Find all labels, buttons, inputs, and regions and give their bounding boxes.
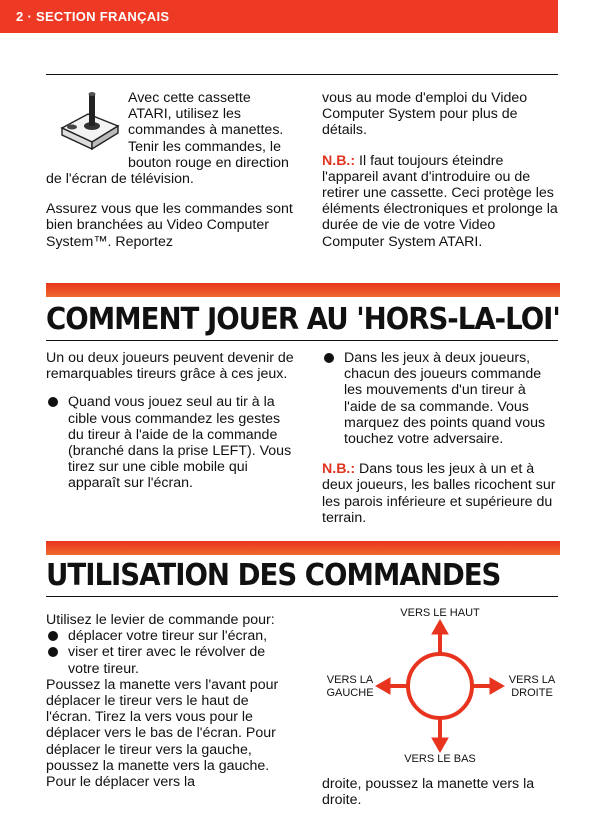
diagram-label-down: VERS LE BAS xyxy=(404,753,476,765)
section1-bar xyxy=(46,283,560,297)
section1-left-column xyxy=(46,350,294,492)
intro-left-paragraph-2: Assurez vous que les commandes sont bien branchées au Video Computer System™. Reportez xyxy=(46,201,293,250)
section2-left-intro: Utilisez le levier de commande pour: xyxy=(46,612,275,628)
intro-right-column xyxy=(322,90,560,250)
bullet-dot xyxy=(48,631,58,641)
page-header xyxy=(0,0,558,33)
diagram-label-left: VERS LA GAUCHE xyxy=(326,674,374,699)
page-header-label: 2 · SECTION FRANÇAIS xyxy=(16,9,170,24)
section2-bar xyxy=(46,541,560,555)
nb-label: N.B.: xyxy=(322,461,356,478)
section1-title: COMMENT JOUER AU 'HORS-LA-LOI' xyxy=(46,302,560,337)
bullet-dot xyxy=(48,397,58,407)
section2-bullet-2: viser et tirer avec le révolver de votre tireur. xyxy=(46,644,294,676)
section2-title: UTILISATION DES COMMANDES xyxy=(46,558,501,593)
section1-left-paragraph: Un ou deux joueurs peuvent devenir de remarquables tireurs grâce à ces jeux. xyxy=(46,350,294,383)
section1-right-column xyxy=(322,350,560,526)
nb-label: N.B.: xyxy=(322,152,356,169)
section2-bullet-1: déplacer votre tireur sur l'écran, xyxy=(46,628,294,644)
bullet-dot xyxy=(48,647,58,657)
bullet-dot xyxy=(324,353,334,363)
top-rule xyxy=(46,74,558,75)
section2-right-paragraph: droite, poussez la manette vers la droite. xyxy=(322,776,535,809)
intro-right-paragraph-1: vous au mode d'emploi du Video Computer System pour plus de détails. xyxy=(322,90,528,139)
section2-left-paragraph: Poussez la manette vers l'avant pour déplacer le tireur vers le haut de l'écran. Tirez la vers vous pour le déplacer vers le bas de l'écran. Pour déplacer le tireur vers la gauche, poussez la manette vers la gauche. Pour le déplacer vers la xyxy=(46,676,279,791)
diagram-label-right: VERS LA DROITE xyxy=(508,674,556,699)
intro-left-column xyxy=(46,90,296,250)
intro-right-note: N.B.: Il faut toujours éteindre l'appareil avant d'introduire ou de retirer une cassette. Ceci protège les éléments électroniques et prolonge la durée de vie de votre Video Computer System ATARI. xyxy=(322,152,558,250)
diagram-label-up: VERS LE HAUT xyxy=(400,607,480,619)
direction-diagram xyxy=(322,600,560,770)
section2-left-column xyxy=(46,612,294,790)
section1-left-bullet: Quand vous jouez seul au tir à la cible vous commandez les gestes du tireur à l'aide de la commande (branché dans la prise LEFT). Vous tirez sur une cible mobile qui apparaît sur l'écran. xyxy=(46,394,294,491)
intro-left-paragraph-1: Avec cette cassette ATARI, utilisez les commandes à manettes. Tenir les commandes, le bouton rouge en direction de l'écran de télévision. xyxy=(46,90,289,188)
section1-right-note: N.B.: Dans tous les jeux à un et à deux joueurs, les balles ricochent sur les parois inférieure et supérieure du terrain. xyxy=(322,461,556,526)
section2-right-column xyxy=(322,776,560,808)
section1-right-bullet: Dans les jeux à deux joueurs, chacun des joueurs commande les mouvements d'un tireur à l'aide de sa commande. Vous marquez des points quand vous touchez votre adversaire. xyxy=(322,350,560,447)
section1-rule xyxy=(46,340,558,341)
section2-rule xyxy=(46,596,558,597)
